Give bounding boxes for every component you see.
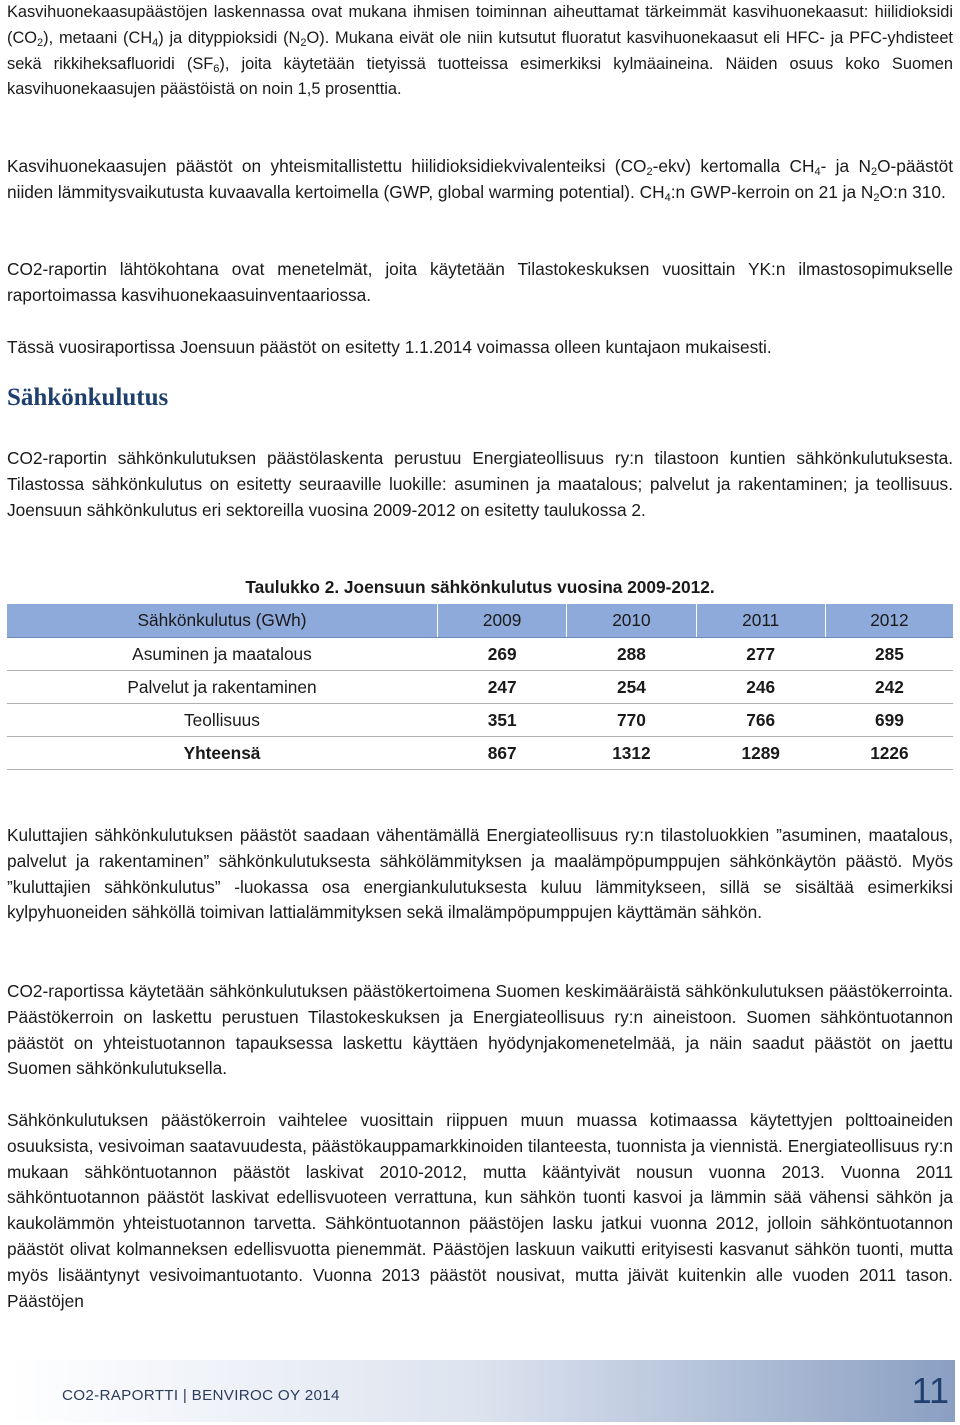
intro-paragraph-boundaries: Tässä vuosiraportissa Joensuun päästöt on esitetty 1.1.2014 voimassa olleen kuntajaon mukaisesti. [7, 337, 772, 357]
table-cell-value: 766 [696, 704, 825, 737]
table-cell-value: 242 [825, 671, 953, 704]
body-paragraph-emission-factor: CO2-raportissa käytetään sähkönkulutuksen päästökertoimena Suomen keskimääräistä sähkönkulutuksen päästökerrointa. Päästökerroin on laskettu perustuen Tilastokeskuksen ja Energiateollisuus ry:n aineistoon. Suomen sähköntuotannon päästöt on yhteistuotannon tapauksessa laskettu käyttäen hyödynjakomenetelmää, ja näin saadut päästöt on jaettu Suomen sähkönkulutuksella. [7, 981, 953, 1079]
body-paragraph-consumers: Kuluttajien sähkönkulutuksen päästöt saadaan vähentämällä Energiateollisuus ry:n tilastoluokkien ”asuminen, maatalous, palvelut ja rakentaminen” sähkönkulutuksesta sähkölämmityksen ja maalämpöpumppujen sähkönkäytön päästö. Myös ”kuluttajien sähkönkulutus” -luokassa osa energiankulutuksesta kuluu lämmitykseen, sillä se sisältää esimerkiksi kylpyhuoneiden sähköllä toimivan lattialämmityksen sekä ilmalämpöpumppujen käyttämän sähkön. [7, 825, 953, 923]
table-row [7, 671, 953, 704]
table-header-year: 2009 [438, 604, 567, 638]
page-footer [8, 1360, 955, 1422]
table-total-row [7, 737, 953, 770]
table-row [7, 638, 953, 671]
table-cell-sector: Teollisuus [7, 704, 438, 737]
section-intro-paragraph: CO2-raportin sähkönkulutuksen päästölaskenta perustuu Energiateollisuus ry:n tilastoon kuntien sähkönkulutuksesta. Tilastossa sähkönkulutus on esitetty seuraaville luokille: asuminen ja maatalous; palvelut ja rakentaminen; ja teollisuus. Joensuun sähkönkulutus eri sektoreilla vuosina 2009-2012 on esitetty taulukossa 2. [7, 448, 953, 520]
table-cell-value: 254 [567, 671, 696, 704]
table-header-year: 2012 [825, 604, 953, 638]
table-cell-total: 1312 [567, 737, 696, 770]
intro-paragraph-gwp: Kasvihuonekaasujen päästöt on yhteismitallistettu hiilidioksidiekvivalenteiksi $(CO_2-ekv)$ kertomalla $CH_4-$ ja $N_2O$-päästöt niiden lämmitysvaikutusta kuvaavalla kertoimella (GWP, global warming potential). $CH_4:n$ GWP-kerroin on 21 ja $N_2O:n$ 310. [7, 156, 953, 204]
table-row [7, 704, 953, 737]
table-cell-total: 1226 [825, 737, 953, 770]
table-cell-total-label: Yhteensä [7, 737, 438, 770]
table-cell-value: 269 [438, 638, 567, 671]
table-header-label: Sähkönkulutus (GWh) [7, 604, 438, 638]
table-cell-value: 247 [438, 671, 567, 704]
body-paragraph-variation: Sähkönkulutuksen päästökerroin vaihtelee vuosittain riippuen muun muassa kotimaassa käytettyjen polttoaineiden osuuksista, vesivoiman saatavuudesta, päästökauppamarkkinoiden tilanteesta, tuonnista ja viennistä. Energiateollisuus ry:n mukaan sähköntuotannon päästöt laskivat 2010-2012, mutta kääntyivät nousun vuonna 2013. Vuonna 2011 sähköntuotannon päästöt laskivat edellisvuoteen verrattuna, kun sähkön tuonti kasvoi ja lämmin sää vähensi sähkön ja kaukolämmön yhteistuotannon tarvetta. Sähköntuotannon päästöjen lasku jatkui vuonna 2012, jolloin sähköntuotannon päästöt olivat kolmanneksen edellisvuotta pienemmät. Päästöjen laskuun vaikutti erityisesti kasvanut sähkön tuonti, mutta myös lisääntynyt vesivoimantuotanto. Vuonna 2013 päästöt nousivat, mutta jäivät kuitenkin alle vuoden 2011 tason. Päästöjen [7, 1110, 953, 1311]
table-cell-value: 285 [825, 638, 953, 671]
table-header-year: 2011 [696, 604, 825, 638]
footer-text: CO2-RAPORTTI | BENVIROC OY 2014 [62, 1387, 340, 1404]
table-cell-value: 699 [825, 704, 953, 737]
table-header-row [7, 604, 953, 638]
intro-paragraph-methods: CO2-raportin lähtökohtana ovat menetelmät, joita käytetään Tilastokeskuksen vuosittain YK:n ilmastosopimukselle raportoimassa kasvihuonekaasuinventaariossa. [7, 259, 953, 305]
table-cell-value: 288 [567, 638, 696, 671]
table-cell-total: 867 [438, 737, 567, 770]
section-heading: Sähkönkulutus [7, 384, 169, 411]
table-header-year: 2010 [567, 604, 696, 638]
page-number: 11 [911, 1370, 949, 1411]
table-cell-value: 246 [696, 671, 825, 704]
table-cell-total: 1289 [696, 737, 825, 770]
table-cell-sector: Asuminen ja maatalous [7, 638, 438, 671]
table-cell-sector: Palvelut ja rakentaminen [7, 671, 438, 704]
intro-paragraph-gases: Kasvihuonekaasupäästöjen laskennassa ovat mukana ihmisen toiminnan aiheuttamat tärkeimmät kasvihuonekaasut: hiilidioksidi $(CO_2)$, metaani $(CH_4)$ ja dityppioksidi $(N_2O)$. Mukana eivät ole niin kutsutut fluoratut kasvihuonekaasut eli HFC- ja PFC-yhdisteet sekä rikkiheksafluoridi $(SF_6)$, joita käytetään tietyissä tuotteissa esimerkiksi kylmäaineina. Näiden osuus koko Suomen kasvihuonekaasujen päästöistä on noin 1,5 prosenttia. [7, 3, 953, 99]
electricity-consumption-table [7, 604, 953, 770]
table-cell-value: 277 [696, 638, 825, 671]
table-cell-value: 770 [567, 704, 696, 737]
table-cell-value: 351 [438, 704, 567, 737]
table-caption: Taulukko 2. Joensuun sähkönkulutus vuosina 2009-2012. [245, 577, 715, 597]
